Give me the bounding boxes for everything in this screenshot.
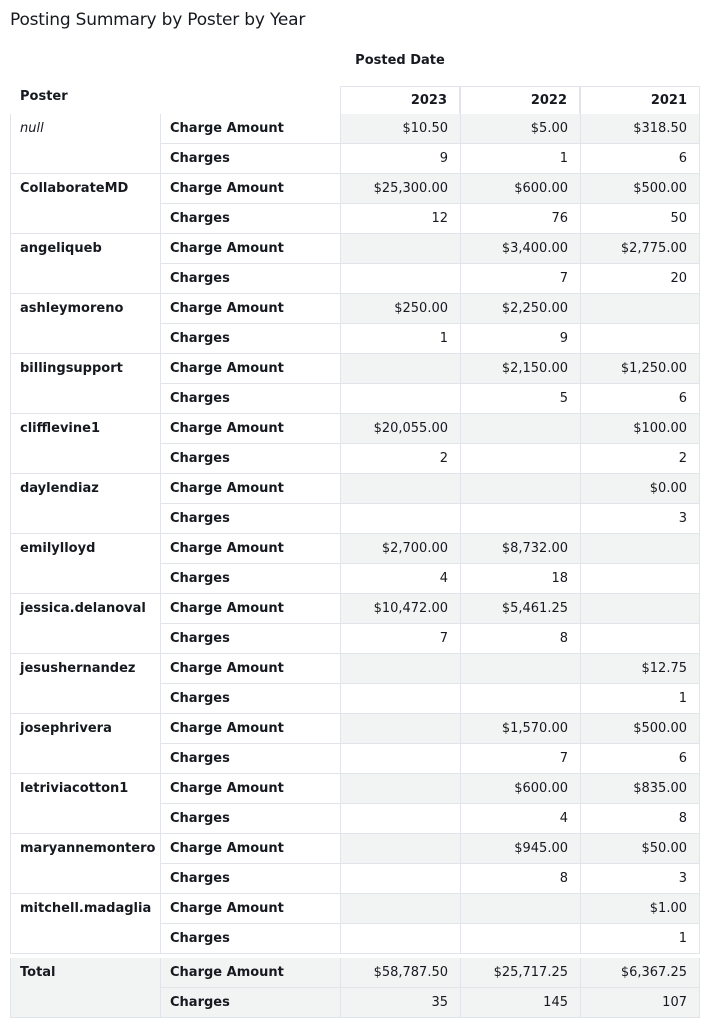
measure-label-charges: Charges — [160, 324, 340, 354]
charges-cell — [580, 624, 700, 654]
charges-cell — [460, 504, 580, 534]
measure-label-charges: Charges — [160, 684, 340, 714]
charges-cell — [340, 384, 460, 414]
charges-cell — [340, 804, 460, 834]
measure-label-charge-amount: Charge Amount — [160, 114, 340, 144]
measure-label-charges: Charges — [160, 384, 340, 414]
charge-amount-cell — [340, 714, 460, 744]
charges-cell: 9 — [460, 324, 580, 354]
charges-cell — [340, 924, 460, 954]
charges-cell: 7 — [460, 264, 580, 294]
charges-cell — [340, 864, 460, 894]
measure-label-charges: Charges — [160, 988, 340, 1018]
measure-label-charges: Charges — [160, 264, 340, 294]
year-header[interactable]: 2022 — [460, 86, 580, 114]
page-title: Posting Summary by Poster by Year — [10, 10, 306, 30]
charges-cell — [340, 264, 460, 294]
charge-amount-cell: $25,717.25 — [460, 958, 580, 988]
measure-label-charge-amount: Charge Amount — [160, 414, 340, 444]
charges-cell: 9 — [340, 144, 460, 174]
charges-cell: 1 — [460, 144, 580, 174]
charge-amount-cell — [340, 474, 460, 504]
charges-cell: 5 — [460, 384, 580, 414]
poster-name: clifflevine1 — [10, 414, 160, 474]
poster-name: ashleymoreno — [10, 294, 160, 354]
charge-amount-cell: $600.00 — [460, 774, 580, 804]
measure-label-charge-amount: Charge Amount — [160, 834, 340, 864]
charge-amount-cell: $50.00 — [580, 834, 700, 864]
charge-amount-cell: $20,055.00 — [340, 414, 460, 444]
charges-cell: 4 — [340, 564, 460, 594]
charges-cell: 12 — [340, 204, 460, 234]
charge-amount-cell: $835.00 — [580, 774, 700, 804]
charge-amount-cell: $5,461.25 — [460, 594, 580, 624]
charges-cell: 145 — [460, 988, 580, 1018]
charge-amount-cell: $318.50 — [580, 114, 700, 144]
charges-cell: 20 — [580, 264, 700, 294]
charge-amount-cell: $2,150.00 — [460, 354, 580, 384]
measure-label-charge-amount: Charge Amount — [160, 894, 340, 924]
charges-cell — [580, 324, 700, 354]
charge-amount-cell: $12.75 — [580, 654, 700, 684]
measure-label-charges: Charges — [160, 504, 340, 534]
charge-amount-cell: $250.00 — [340, 294, 460, 324]
charge-amount-cell — [340, 354, 460, 384]
charges-cell: 1 — [580, 684, 700, 714]
charge-amount-cell: $945.00 — [460, 834, 580, 864]
charge-amount-cell — [340, 654, 460, 684]
charge-amount-cell — [460, 474, 580, 504]
charges-cell: 18 — [460, 564, 580, 594]
measure-label-charges: Charges — [160, 924, 340, 954]
measure-label-charges: Charges — [160, 624, 340, 654]
charge-amount-cell: $3,400.00 — [460, 234, 580, 264]
poster-name: jesushernandez — [10, 654, 160, 714]
year-header[interactable]: 2023 — [340, 86, 460, 114]
charge-amount-cell: $1,250.00 — [580, 354, 700, 384]
charges-cell: 2 — [340, 444, 460, 474]
charges-cell — [460, 444, 580, 474]
measure-label-charges: Charges — [160, 804, 340, 834]
charge-amount-cell: $0.00 — [580, 474, 700, 504]
charge-amount-cell: $10,472.00 — [340, 594, 460, 624]
charge-amount-cell: $2,250.00 — [460, 294, 580, 324]
poster-name: emilylloyd — [10, 534, 160, 594]
charge-amount-cell: $8,732.00 — [460, 534, 580, 564]
charge-amount-cell — [340, 774, 460, 804]
charges-cell: 35 — [340, 988, 460, 1018]
charge-amount-cell: $2,775.00 — [580, 234, 700, 264]
measure-label-charge-amount: Charge Amount — [160, 234, 340, 264]
charge-amount-cell — [460, 414, 580, 444]
charge-amount-cell — [580, 294, 700, 324]
measure-label-charge-amount: Charge Amount — [160, 174, 340, 204]
charge-amount-cell: $500.00 — [580, 714, 700, 744]
poster-name: null — [10, 114, 160, 174]
charges-cell: 8 — [580, 804, 700, 834]
charges-cell — [460, 924, 580, 954]
charge-amount-cell: $600.00 — [460, 174, 580, 204]
poster-name: letriviacotton1 — [10, 774, 160, 834]
measure-label-charge-amount: Charge Amount — [160, 774, 340, 804]
charges-cell: 8 — [460, 864, 580, 894]
charge-amount-cell: $58,787.50 — [340, 958, 460, 988]
charges-cell — [460, 684, 580, 714]
charges-cell: 6 — [580, 384, 700, 414]
poster-name: maryannemontero — [10, 834, 160, 894]
poster-name: josephrivera — [10, 714, 160, 774]
charge-amount-cell — [460, 894, 580, 924]
measure-label-charges: Charges — [160, 564, 340, 594]
measure-label-charge-amount: Charge Amount — [160, 714, 340, 744]
charges-cell — [340, 504, 460, 534]
charges-cell: 1 — [340, 324, 460, 354]
measure-label-charge-amount: Charge Amount — [160, 958, 340, 988]
charges-cell — [340, 744, 460, 774]
poster-name: daylendiaz — [10, 474, 160, 534]
column-group-header[interactable]: Posted Date — [355, 53, 445, 68]
poster-name: mitchell.madaglia — [10, 894, 160, 954]
charge-amount-cell: $5.00 — [460, 114, 580, 144]
charges-cell: 3 — [580, 864, 700, 894]
charges-cell — [580, 564, 700, 594]
poster-name: CollaborateMD — [10, 174, 160, 234]
measure-label-charge-amount: Charge Amount — [160, 594, 340, 624]
charges-cell: 8 — [460, 624, 580, 654]
charges-cell — [340, 684, 460, 714]
row-header-poster[interactable]: Poster — [20, 89, 68, 104]
measure-label-charges: Charges — [160, 744, 340, 774]
charge-amount-cell: $500.00 — [580, 174, 700, 204]
charges-cell: 4 — [460, 804, 580, 834]
charges-cell: 1 — [580, 924, 700, 954]
measure-label-charges: Charges — [160, 444, 340, 474]
measure-label-charge-amount: Charge Amount — [160, 354, 340, 384]
charge-amount-cell: $6,367.25 — [580, 958, 700, 988]
charge-amount-cell — [460, 654, 580, 684]
measure-label-charge-amount: Charge Amount — [160, 654, 340, 684]
charges-cell: 7 — [460, 744, 580, 774]
poster-name: billingsupport — [10, 354, 160, 414]
measure-label-charge-amount: Charge Amount — [160, 294, 340, 324]
year-header[interactable]: 2021 — [580, 86, 700, 114]
charge-amount-cell — [580, 534, 700, 564]
charge-amount-cell: $10.50 — [340, 114, 460, 144]
charge-amount-cell: $2,700.00 — [340, 534, 460, 564]
measure-label-charges: Charges — [160, 864, 340, 894]
charge-amount-cell: $25,300.00 — [340, 174, 460, 204]
charges-cell: 2 — [580, 444, 700, 474]
charge-amount-cell — [340, 834, 460, 864]
charges-cell: 7 — [340, 624, 460, 654]
total-label: Total — [10, 958, 160, 1018]
charges-cell: 6 — [580, 744, 700, 774]
charges-cell: 6 — [580, 144, 700, 174]
charge-amount-cell: $100.00 — [580, 414, 700, 444]
measure-label-charge-amount: Charge Amount — [160, 534, 340, 564]
charge-amount-cell: $1,570.00 — [460, 714, 580, 744]
charge-amount-cell: $1.00 — [580, 894, 700, 924]
poster-name: angeliqueb — [10, 234, 160, 294]
charges-cell: 76 — [460, 204, 580, 234]
charges-cell: 107 — [580, 988, 700, 1018]
poster-name: jessica.delanoval — [10, 594, 160, 654]
charges-cell: 3 — [580, 504, 700, 534]
measure-label-charges: Charges — [160, 204, 340, 234]
charge-amount-cell — [340, 894, 460, 924]
charge-amount-cell — [340, 234, 460, 264]
measure-label-charge-amount: Charge Amount — [160, 474, 340, 504]
charge-amount-cell — [580, 594, 700, 624]
measure-label-charges: Charges — [160, 144, 340, 174]
charges-cell: 50 — [580, 204, 700, 234]
